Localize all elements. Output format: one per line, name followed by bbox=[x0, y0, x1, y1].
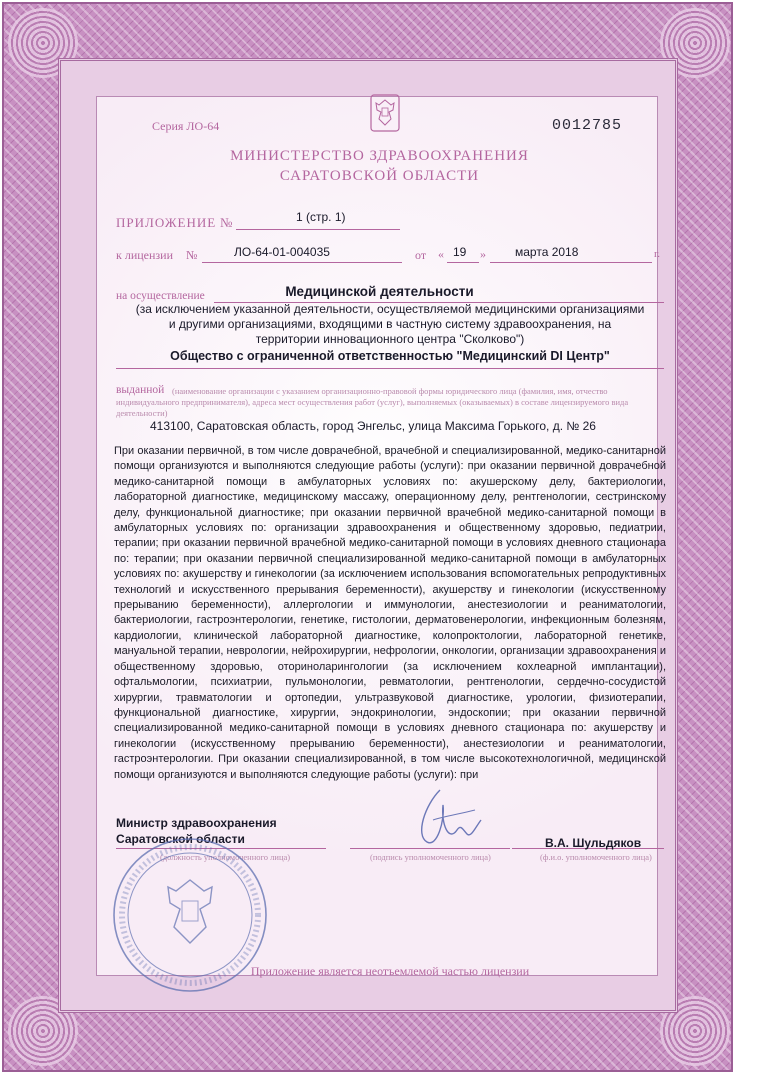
activity-note-line3: территории инновационного центра "Сколково") bbox=[255, 332, 525, 346]
activity-note-line2: и другими организациями, входящими в частную систему здравоохранения, на bbox=[168, 317, 612, 331]
issued-label: выданной bbox=[116, 384, 165, 396]
coat-of-arms-emblem bbox=[368, 92, 402, 134]
organization-address: 413100, Саратовская область, город Энгельс, улица Максима Горького, д. № 26 bbox=[150, 419, 596, 433]
ministry-title-line2: САРАТОВСКОЙ ОБЛАСТИ bbox=[279, 168, 480, 184]
activity-title: Медицинской деятельности bbox=[285, 284, 474, 299]
ministry-title-line1: МИНИСТЕРСТВО ЗДРАВООХРАНЕНИЯ bbox=[230, 148, 529, 164]
issued-caption-line1: (наименование организации с указанием организационно-правовой формы юридического лица (фамилия, имя, отчество bbox=[172, 386, 608, 396]
name-caption: (ф.и.о. уполномоченного лица) bbox=[540, 852, 652, 862]
signatory-position-line2: Саратовской области bbox=[116, 832, 245, 846]
appendix-label: ПРИЛОЖЕНИЕ bbox=[116, 215, 217, 230]
organization-underline bbox=[116, 368, 664, 369]
date-quote-close: » bbox=[480, 247, 486, 261]
license-label: к лицензии bbox=[116, 248, 173, 262]
organization-name: Общество с ограниченной ответственностью "Медицинский DI Центр" bbox=[170, 349, 610, 363]
series-label: Серия ЛО-64 bbox=[152, 119, 220, 133]
date-day-underline bbox=[447, 262, 479, 263]
date-month-underline bbox=[490, 262, 652, 263]
footer-note: Приложение является неотъемлемой частью лицензии bbox=[250, 964, 530, 978]
activity-label: на осуществление bbox=[116, 290, 205, 302]
signatory-position-line1: Министр здравоохранения bbox=[116, 816, 277, 830]
form-number: 0012785 bbox=[552, 117, 623, 134]
date-quote-open: « bbox=[438, 247, 444, 261]
license-number-underline bbox=[202, 262, 402, 263]
issued-caption-line2: индивидуального предпринимателя), адреса мест осуществления работ (услуг), выполняемых (оказываемых) в составе лицензируемого вида bbox=[116, 397, 629, 407]
appendix-value: 1 (стр. 1) bbox=[296, 210, 346, 224]
license-month-year: марта 2018 bbox=[515, 245, 579, 259]
signatory-name: В.А. Шульдяков bbox=[545, 836, 642, 850]
signature-caption: (подпись уполномоченного лица) bbox=[370, 852, 491, 862]
activity-note-line1: (за исключением указанной деятельности, осуществляемой медицинскими организациями bbox=[135, 302, 645, 316]
position-caption: (должность уполномоченного лица) bbox=[160, 852, 291, 862]
appendix-underline bbox=[236, 229, 400, 230]
appendix-number-sign: № bbox=[220, 215, 233, 230]
license-number-sign: № bbox=[186, 248, 198, 262]
license-from-label: от bbox=[415, 248, 427, 262]
license-number: ЛО-64-01-004035 bbox=[234, 245, 330, 259]
licensed-services-text: При оказании первичной, в том числе доврачебной, врачебной и специализированной, медико-санитарной помощи организуются и выполняются следующие работы (услуги): при оказании первичной доврачебной медико-санитарной помощи в амбулаторных условиях по: акушерскому делу, бактериологии, лабораторной диагностике, медицинскому массажу, операционному делу, рентгенологии, сестринскому делу, функциональной диагностике; при оказании первичной врачебной медико-санитарной помощи в амбулаторных условиях по: организации здравоохранения и общественному здоровью, педиатрии, терапии; при оказании первичной врачебной медико-санитарной помощи в условиях дневного стационара по: терапии; при оказании первичной специализированной медико-санитарной помощи в амбулаторных условиях по: акушерству и гинекологии (за исключением использования вспомогательных репродуктивных технологий и искусственного прерывания беременности), акушерству и гинекологии (искусственному прерыванию беременности), аллергологии и иммунологии, анестезиологии и реаниматологии, бактериологии, гастроэнтерологии, генетике, гистологии, дерматовенерологии, инфекционным болезням, кардиологии, клинической лабораторной диагностике, колопроктологии, лабораторной генетике, мануальной терапии, неврологии, нейрохирургии, нефрологии, онкологии, организации здравоохранения и общественному здоровью, оториноларингологии (за исключением кохлеарной имплантации), офтальмологии, психиатрии, пульмонологии, ревматологии, рентгенологии, сердечно-сосудистой хирургии, травматологии и ортопедии, ультразвуковой диагностике, урологии, физиотерапии, функциональной диагностике, хирургии, эндокринологии, эндоскопии; при оказании первичной специализированной медико-санитарной помощи в условиях дневного стационара по: акушерству и гинекологии (искусственному прерыванию беременности), анестезиологии и реаниматологии, гастроэнтерологии. При оказании специализированной, в том числе высокотехнологичной, медицинской помощи организуются и выполняются следующие работы (услуги): при bbox=[114, 445, 666, 781]
license-day: 19 bbox=[453, 245, 467, 259]
handwritten-signature bbox=[405, 780, 495, 860]
year-suffix: г. bbox=[654, 248, 661, 260]
issued-caption-line3: деятельности) bbox=[116, 408, 168, 418]
